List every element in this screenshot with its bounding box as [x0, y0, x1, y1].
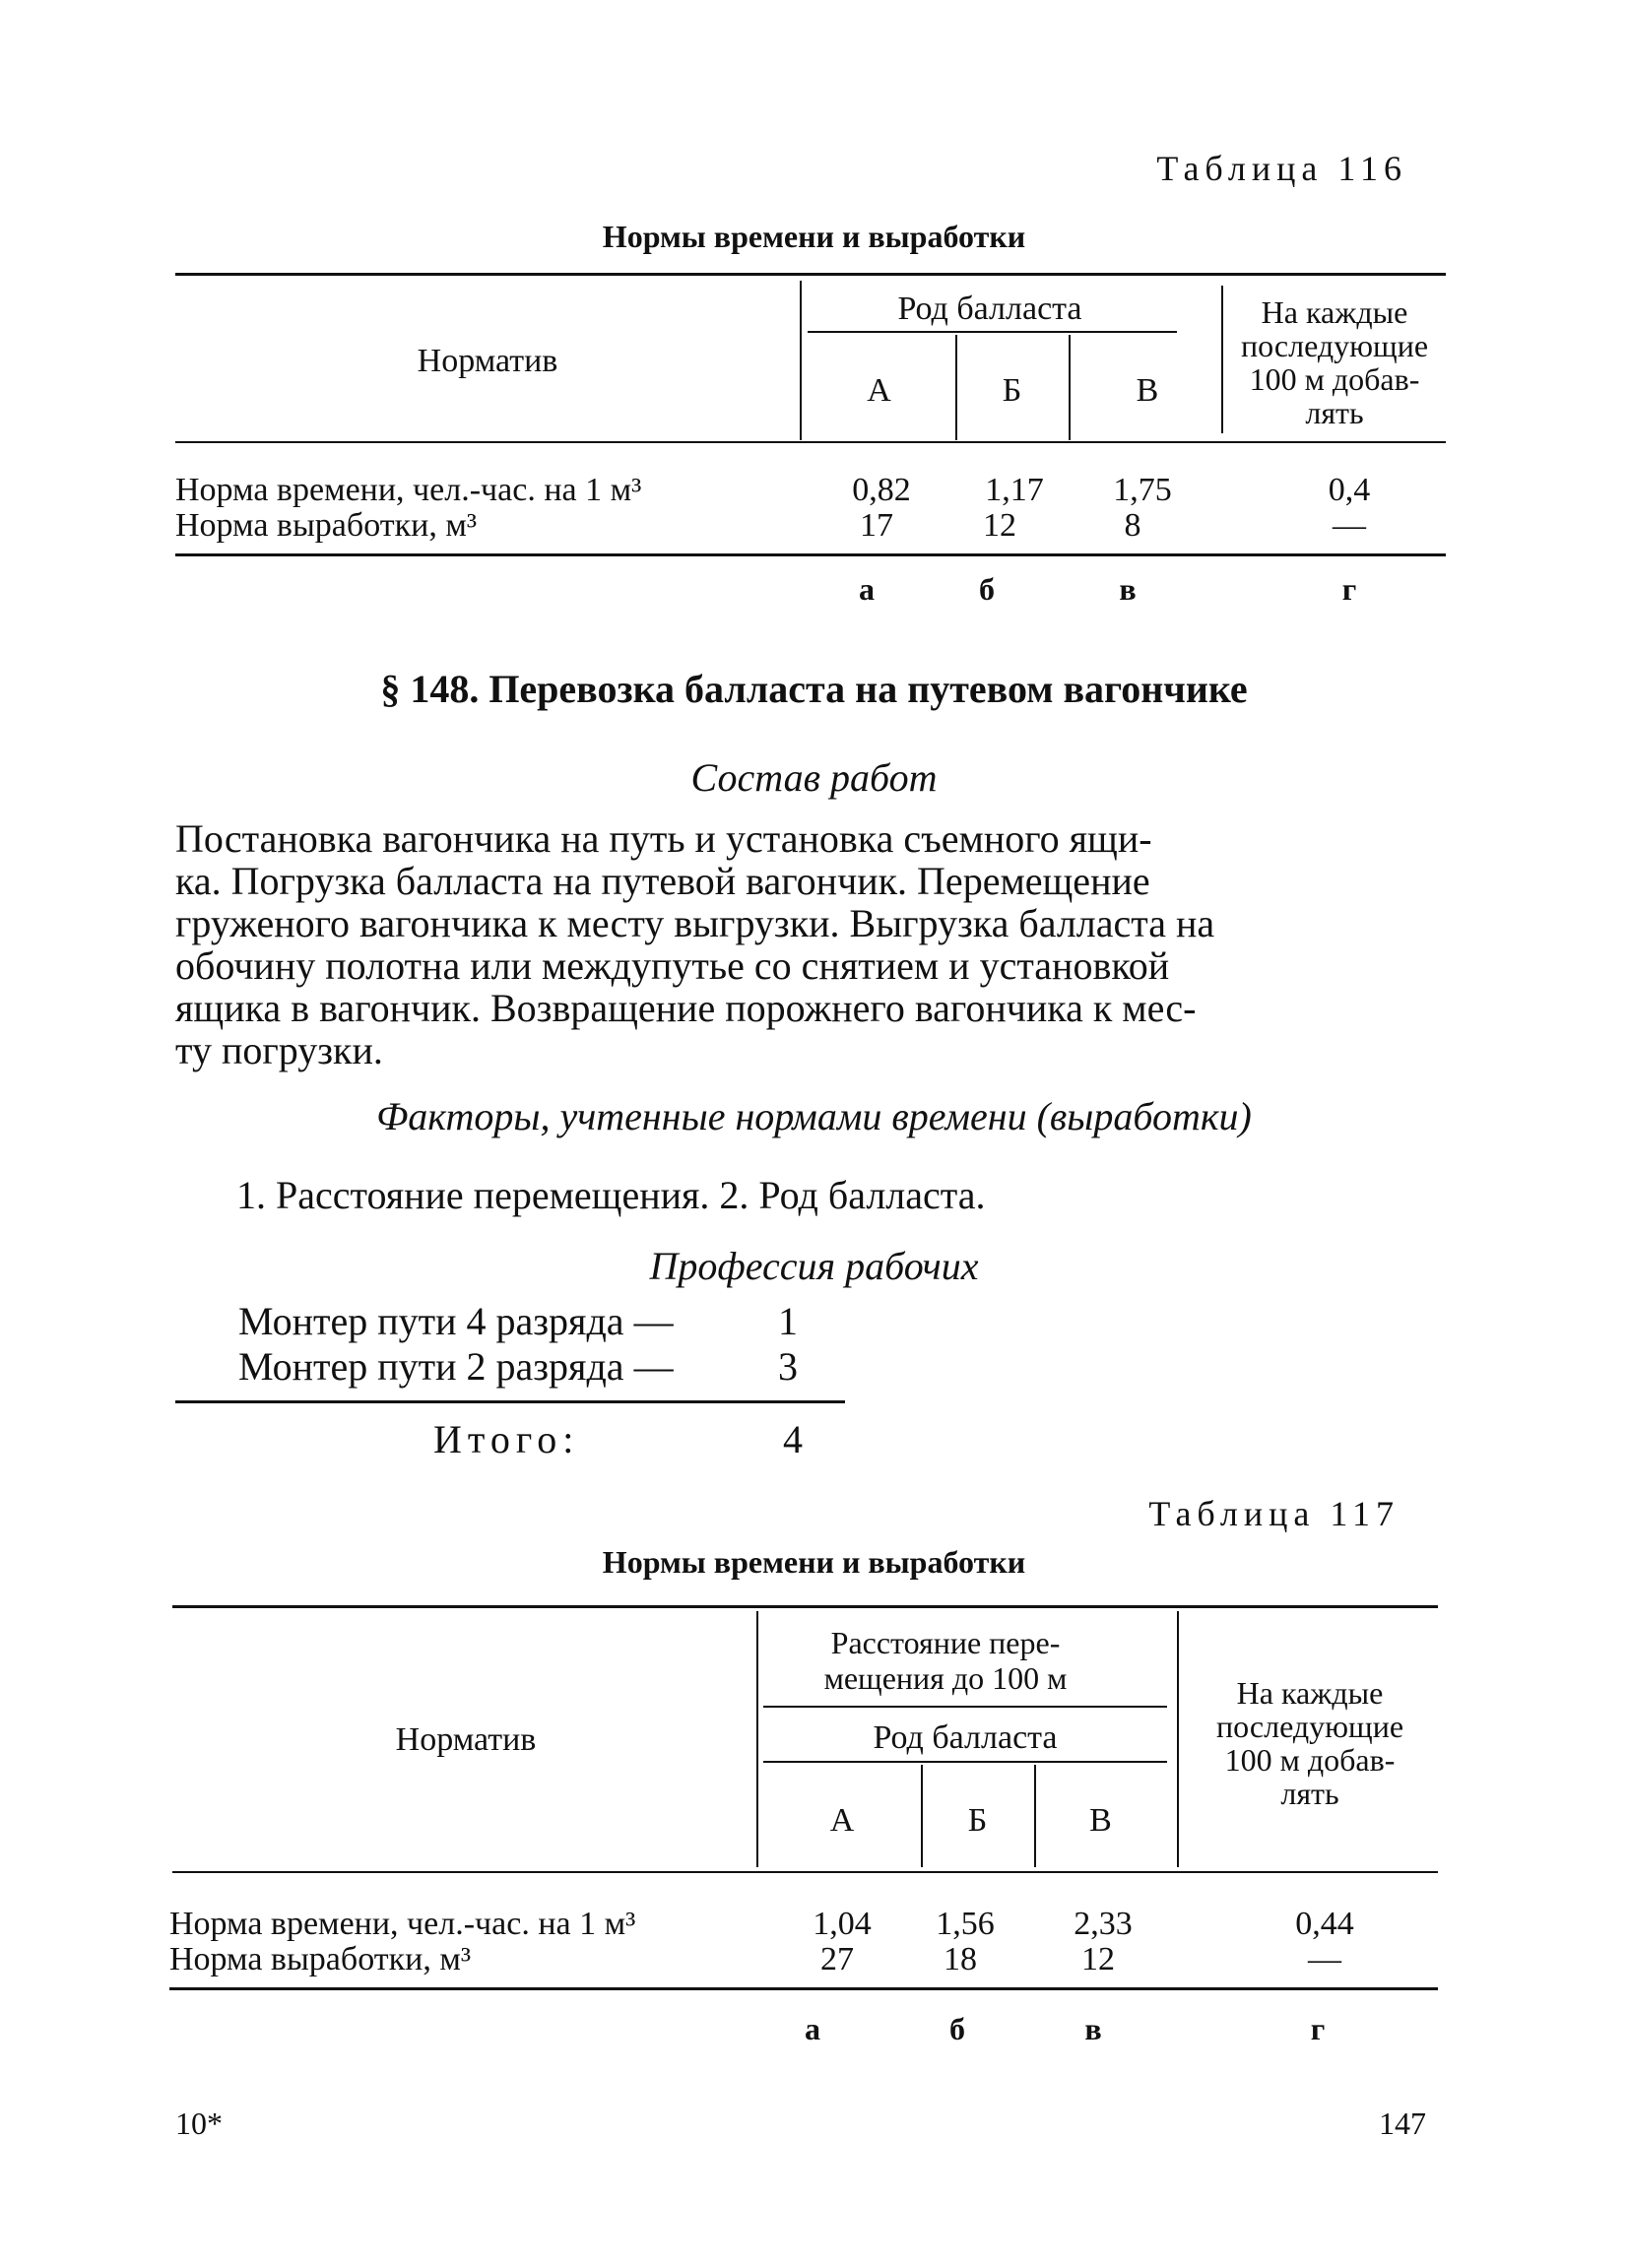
table-117-col-letter: а	[805, 2011, 820, 2046]
table-116-cell: 1,75	[1113, 472, 1172, 508]
header-line: 100 м добав-	[1224, 1742, 1396, 1778]
page-number: 147	[1379, 2106, 1426, 2141]
paragraph-line: ящика в вагончик. Возвращение порожнего вагончика к мес-	[175, 986, 1197, 1030]
table-116-cell: 0,82	[852, 472, 911, 508]
table-116-header-each-next	[1221, 295, 1448, 429]
header-line: последующие	[1240, 328, 1429, 363]
table-117-top-rule	[172, 1605, 1438, 1608]
table-117-row-label: Норма выработки, м³	[169, 1941, 472, 1977]
table-117-cell: 12	[1081, 1941, 1115, 1977]
table-116-cell: 1,17	[985, 472, 1044, 508]
profession-heading: Профессия рабочих	[649, 1244, 979, 1288]
table-116-header-normative: Норматив	[417, 343, 558, 379]
paragraph-line: груженого вагончика к месту выгрузки. Выгрузка балласта на	[175, 901, 1215, 945]
table-117-caption: Нормы времени и выработки	[602, 1544, 1026, 1580]
section-title: § 148. Перевозка балласта на путевом вагончике	[380, 667, 1248, 711]
table-117-vline	[756, 1611, 758, 1867]
table-117-cell: 1,56	[936, 1906, 995, 1942]
table-116-cell: 17	[860, 507, 893, 544]
table-117-header-each-next	[1182, 1676, 1438, 1810]
header-line: последующие	[1215, 1709, 1404, 1744]
paragraph-line: обочину полотна или междупутье со снятием и установкой	[175, 943, 1170, 988]
table-117-header-normative: Норматив	[395, 1721, 537, 1758]
table-116-col-letter: в	[1119, 571, 1137, 607]
signature-mark: 10*	[175, 2106, 223, 2141]
composition-paragraph	[175, 817, 1438, 1071]
table-117-col-letter: г	[1310, 2011, 1326, 2046]
table-116-row-label: Норма выработки, м³	[175, 507, 478, 544]
crew-count: 1	[778, 1299, 798, 1343]
header-line: На каждые	[1236, 1675, 1384, 1711]
table-117-cell: 1,04	[813, 1906, 872, 1942]
crew-count: 3	[778, 1344, 798, 1389]
crew-total-rule	[175, 1400, 845, 1403]
table-116-cell: 0,4	[1328, 472, 1371, 508]
table-116-top-rule	[175, 273, 1446, 276]
table-117-row-label: Норма времени, чел.-час. на 1 м³	[169, 1906, 636, 1942]
header-line: мещения до 100 м	[823, 1660, 1068, 1696]
table-117-col-letter: в	[1084, 2011, 1102, 2046]
header-line: На каждые	[1261, 294, 1408, 330]
table-117-cell: —	[1308, 1941, 1341, 1977]
table-116-header-rule	[175, 441, 1446, 443]
table-117-distance-rule	[763, 1706, 1167, 1708]
table-117-header-col-a: А	[829, 1802, 855, 1839]
table-117-sub-rule	[763, 1761, 1167, 1763]
header-line: 100 м добав-	[1249, 361, 1420, 397]
table-116-col-letter: а	[859, 571, 875, 607]
table-117-cell: 2,33	[1074, 1906, 1133, 1942]
factors-text: 1. Расстояние перемещения. 2. Род балласта.	[236, 1173, 986, 1217]
total-value: 4	[783, 1417, 803, 1461]
table-116-row-label: Норма времени, чел.-час. на 1 м³	[175, 472, 642, 508]
table-116-header-col-a: А	[867, 372, 891, 409]
table-116-bottom-rule	[175, 553, 1446, 556]
table-117-header-ballast: Род балласта	[873, 1719, 1058, 1756]
table-116-sub-rule	[808, 331, 1177, 333]
paragraph-line: ту погрузки.	[175, 1028, 383, 1072]
paragraph-line: Постановка вагончика на путь и установка съемного ящи-	[175, 816, 1152, 861]
table-116-col-letter: б	[979, 571, 995, 607]
total-label: Итого:	[433, 1417, 580, 1461]
crew-role: Монтер пути 2 разряда —	[238, 1344, 674, 1389]
table-117-col-letter: б	[949, 2011, 965, 2046]
table-116-header-col-c: В	[1136, 372, 1159, 409]
paragraph-line: ка. Погрузка балласта на путевой вагончик. Перемещение	[175, 859, 1150, 903]
table-117-number: Таблица 117	[1148, 1494, 1400, 1533]
table-116-caption: Нормы времени и выработки	[602, 219, 1026, 254]
composition-heading: Состав работ	[690, 755, 938, 800]
table-117-cell: 0,44	[1295, 1906, 1354, 1942]
table-116-cell: 12	[983, 507, 1016, 544]
table-116-cell: —	[1333, 507, 1366, 544]
table-117-cell: 27	[820, 1941, 854, 1977]
header-line: Расстояние пере-	[830, 1625, 1061, 1660]
header-line: лять	[1305, 395, 1364, 430]
crew-role: Монтер пути 4 разряда —	[238, 1299, 674, 1343]
table-117-cell: 18	[944, 1941, 977, 1977]
table-116-header-col-b: Б	[1002, 372, 1022, 409]
table-117-header-rule	[172, 1871, 1438, 1873]
table-117-header-col-b: Б	[967, 1802, 988, 1839]
table-116-number: Таблица 116	[1156, 149, 1407, 188]
table-117-vline	[1177, 1611, 1179, 1867]
table-116-cell: 8	[1124, 507, 1141, 544]
table-116-col-letter: г	[1341, 571, 1357, 607]
table-117-bottom-rule	[169, 1987, 1438, 1990]
table-116-header-ballast: Род балласта	[897, 291, 1082, 327]
header-line: лять	[1280, 1776, 1339, 1811]
factors-heading: Факторы, учтенные нормами времени (выработки)	[376, 1094, 1252, 1138]
table-117-header-distance	[763, 1625, 1128, 1696]
table-116-vline	[800, 281, 802, 440]
table-117-header-col-c: В	[1089, 1802, 1112, 1839]
